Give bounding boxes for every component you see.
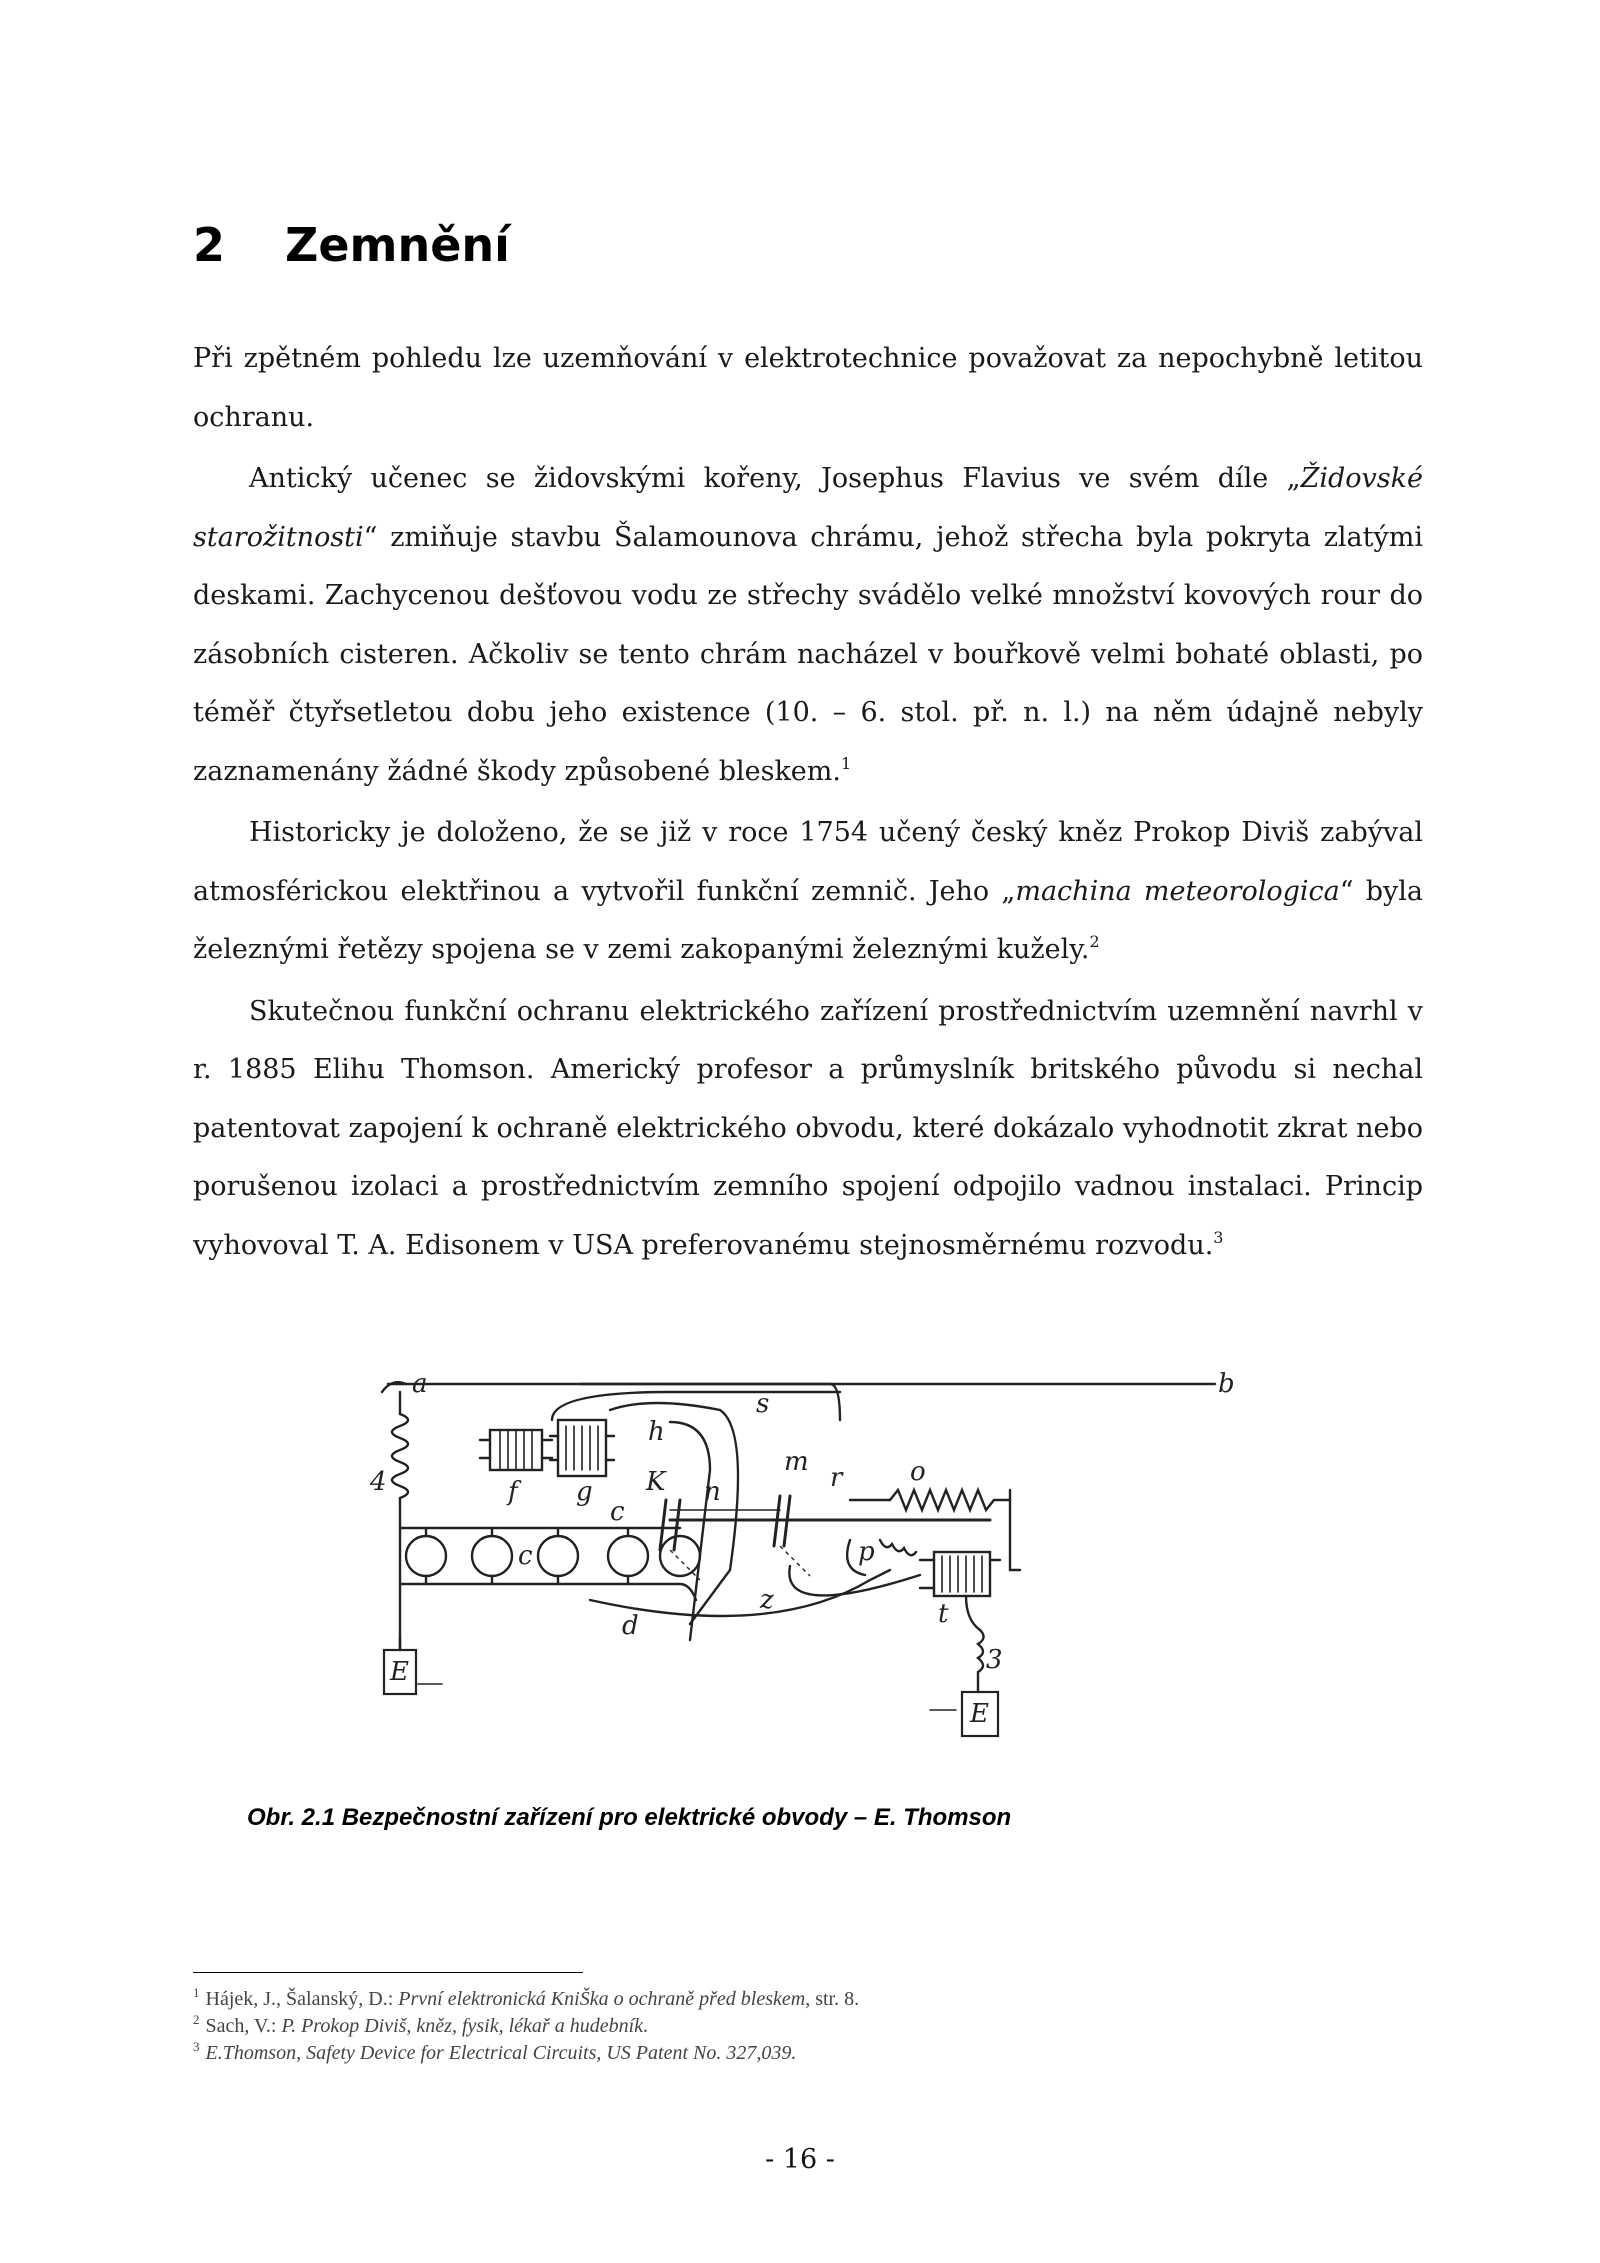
paragraph-text: “ byla železnými řetězy spojena se v zemi zakopanými železnými kužely. [193, 875, 1423, 965]
paragraph [193, 983, 1423, 1276]
lamp [472, 1536, 512, 1576]
paragraph [193, 330, 1423, 447]
footnote-divider [193, 1972, 583, 1973]
paragraph-text: Při zpětném pohledu lze uzemňování v elektrotechnice považovat za nepochybně letitou ochranu. [193, 343, 1423, 433]
footnote [193, 2013, 1423, 2040]
lamp [660, 1536, 700, 1576]
chapter-heading [193, 218, 510, 272]
footnote [193, 1986, 1423, 2013]
label-g: g [576, 1477, 593, 1507]
label-f: f [508, 1477, 518, 1507]
footnote-ref[interactable]: 1 [840, 753, 852, 773]
footnote-text: . [643, 2015, 649, 2037]
label-b: b [1218, 1370, 1235, 1399]
paragraph-text: Historicky je doloženo, že se již v roce 1754 učený český kněz Prokop Diviš zabýval atmosférickou elektřinou a vytvořil funkční zemnič. Jeho „ [193, 817, 1423, 907]
page-number: - 16 - [765, 2144, 835, 2175]
body-text [193, 330, 1423, 1275]
label-r: r [830, 1463, 843, 1493]
thomson-circuit-diagram [370, 1370, 1250, 1750]
lamp [608, 1536, 648, 1576]
footnote-text: Hájek, J., Šalanský, D.: [205, 1988, 399, 2010]
device-name: machina meteorologica [1015, 875, 1340, 907]
coil-4 [392, 1414, 408, 1650]
footnote-ref[interactable]: 2 [1089, 932, 1100, 951]
label-n: n [704, 1477, 721, 1507]
lamp [538, 1536, 578, 1576]
footnote-mark: 1 [193, 1985, 200, 2000]
label-s: s [756, 1389, 770, 1419]
book-title: Židovské starožitnosti [193, 463, 1423, 553]
k-rod [660, 1500, 680, 1550]
label-m: m [784, 1447, 809, 1477]
label-h: h [648, 1417, 665, 1447]
wire-d [400, 1570, 890, 1650]
label-lamp-c: c [518, 1541, 533, 1571]
label-e-right: E [970, 1699, 989, 1729]
label-p: p [858, 1537, 875, 1567]
chapter-title: Zemnění [285, 218, 510, 272]
paragraph-text: Skutečnou funkční ochranu elektrického zařízení prostřednictvím uzemnění navrhl v r. 1885 Elihu Thomson. Americký profesor a průmyslník britského původu si nechal patentovat zapojení k ochraně elektrického obvodu, které dokázalo vyhodnotit zkrat nebo porušenou izolaci a prostřednictvím zemního spojení odpojilo vadnou instalaci. Princip vyhovoval T. A. Edisonem v USA preferovanému stejnosměrnému rozvodu. [193, 995, 1423, 1261]
label-a: a [412, 1370, 428, 1399]
label-d: d [622, 1611, 639, 1641]
footnote-title: E.Thomson, Safety Device for Electrical Circuits, US Patent No. 327,039. [205, 2042, 797, 2064]
wire-a [388, 1384, 840, 1420]
spring-o [890, 1490, 1010, 1510]
footnote-text: , str. 8. [805, 1988, 860, 2010]
footnote-ref[interactable]: 3 [1213, 1227, 1224, 1247]
footnotes [193, 1986, 1423, 2067]
label-t: t [938, 1599, 949, 1629]
paragraph [193, 804, 1423, 980]
footnote-mark: 3 [193, 2039, 200, 2054]
chapter-number: 2 [193, 218, 226, 272]
footnote-title: První elektronická KniŠka o ochraně před bleskem [398, 1988, 806, 2010]
footnote-text: Sach, V.: [205, 2015, 282, 2037]
lamp [406, 1536, 446, 1576]
figure-caption: Obr. 2.1 Bezpečnostní zařízení pro elektrické obvody – E. Thomson [247, 1804, 1012, 1831]
label-k: K [646, 1467, 666, 1497]
paragraph-text: Antický učenec se židovskými kořeny, Josephus Flavius ve svém díle „ [249, 463, 1301, 494]
label-4: 4 [370, 1467, 387, 1497]
footnote [193, 2040, 1423, 2067]
paragraph [193, 450, 1423, 801]
label-3: 3 [986, 1645, 1003, 1675]
label-z: z [760, 1585, 774, 1615]
footnote-mark: 2 [193, 2012, 200, 2027]
footnote-title: P. Prokop Diviš, kněz, fysik, lékař a hudebník [281, 2015, 644, 2037]
label-o: o [910, 1457, 926, 1487]
label-e-left: E [390, 1657, 409, 1687]
lamp-bus-bottom [400, 1584, 696, 1600]
label-c: c [610, 1497, 625, 1527]
paragraph-text: “ zmiňuje stavbu Šalamounova chrámu, jehož střecha byla pokryta zlatými deskami. Zachycenou dešťovou vodu ze střechy svádělo velké množství kovových rour do zásobních cisteren. Ačkoliv se tento chrám nacházel v bouřkově velmi bohaté oblasti, po téměř čtyřsetletou dobu jeho existence (10. – 6. stol. př. n. l.) na něm údajně nebyly zaznamenány žádné škody způsobené bleskem. [193, 521, 1423, 787]
